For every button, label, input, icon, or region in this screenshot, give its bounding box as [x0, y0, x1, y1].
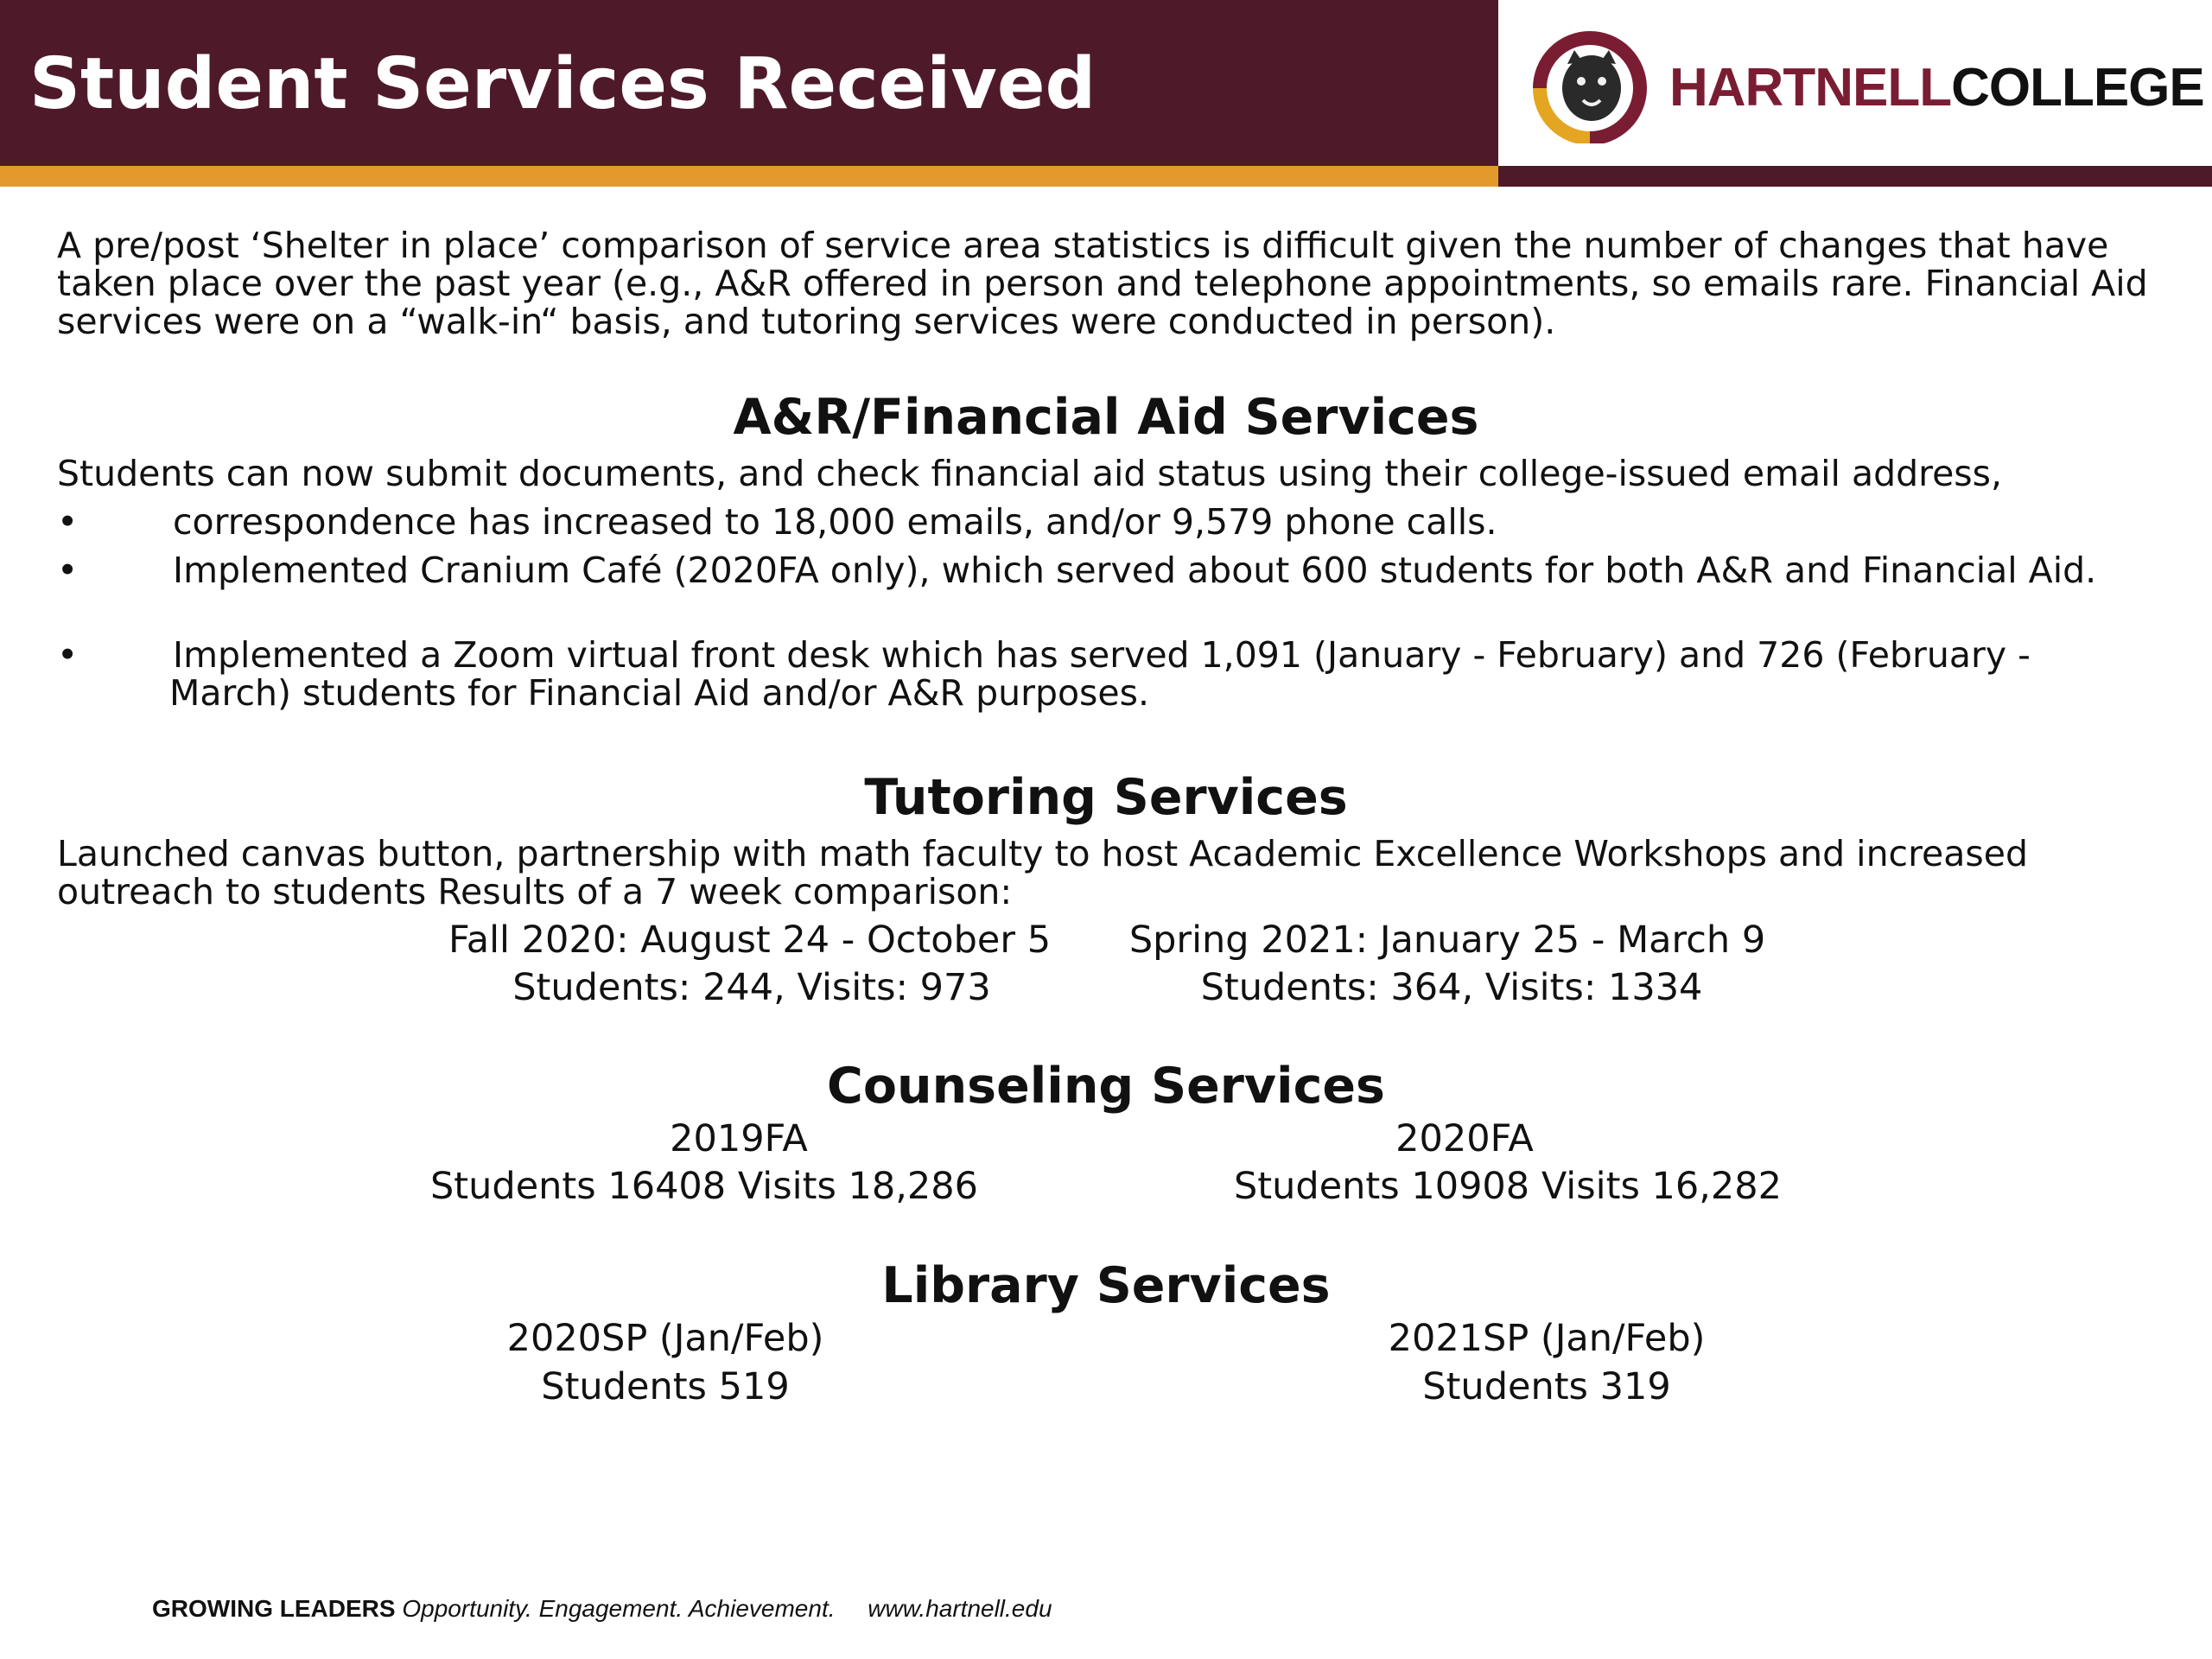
- bullet-icon: •: [57, 634, 79, 676]
- college-logo: [1529, 31, 2204, 143]
- intro-paragraph: A pre/post ‘Shelter in place’ comparison of service area statistics is difficult given the number of changes that have taken place over the past year (e.g., A&R offered in person and telephone appointments, so emails rare. Financial Aid services were on a “walk-in“ basis, and tutoring services were conducted in person).: [57, 225, 2148, 342]
- footer-tagline: Opportunity. Engagement. Achievement.: [402, 1595, 836, 1622]
- bullet-text: correspondence has increased to 18,000 emails, and/or 9,579 phone calls.: [173, 501, 1497, 543]
- page-title: Student Services Received: [29, 43, 1096, 125]
- financial-aid-heading: A&R/Financial Aid Services: [733, 389, 1479, 446]
- tutoring-spring-period: Spring 2021: January 25 - March 9: [1128, 918, 1766, 962]
- counseling-2020fa-term: 2020FA: [1395, 1117, 1534, 1160]
- college-wordmark: [1669, 57, 2204, 119]
- counseling-2019fa-stats: Students 16408 Visits 18,286: [430, 1165, 978, 1208]
- counseling-2020fa-stats: Students 10908 Visits 16,282: [1234, 1165, 1782, 1208]
- footer-slogan: GROWING LEADERS: [152, 1595, 396, 1622]
- library-2020sp-stats: Students 519: [541, 1365, 790, 1408]
- bullet-text: Implemented a Zoom virtual front desk which has served 1,091 (January - February) and 726 (February - March) students for Financial Aid and/or A&R purposes.: [169, 634, 2031, 714]
- counseling-2019fa-term: 2019FA: [670, 1117, 808, 1160]
- tutoring-spring-stats: Students: 364, Visits: 1334: [1200, 966, 1703, 1009]
- panther-logo-icon: [1529, 31, 1650, 143]
- bullet-text: Implemented Cranium Café (2020FA only), which served about 600 students for both A&R and Financial Aid.: [173, 550, 2097, 591]
- library-2021sp-term: 2021SP (Jan/Feb): [1388, 1317, 1706, 1360]
- counseling-heading: Counseling Services: [827, 1058, 1385, 1115]
- library-heading: Library Services: [881, 1257, 1331, 1314]
- tutoring-lead: Launched canvas button, partnership with math faculty to host Academic Excellence Workshops and increased outreach to students Results of a 7 week comparison:: [57, 833, 2029, 912]
- bullet-icon: •: [57, 501, 79, 543]
- tutoring-fall-stats: Students: 244, Visits: 973: [512, 966, 991, 1009]
- bullet-icon: •: [57, 550, 79, 591]
- tutoring-fall-period: Fall 2020: August 24 - October 5: [448, 918, 1052, 962]
- tutoring-heading: Tutoring Services: [864, 769, 1348, 826]
- footer-url: www.hartnell.edu: [868, 1595, 1052, 1622]
- financial-aid-lead: Students can now submit documents, and check financial aid status using their college-issued email address,: [57, 453, 2003, 494]
- library-2021sp-stats: Students 319: [1422, 1365, 1671, 1408]
- library-2020sp-term: 2020SP (Jan/Feb): [506, 1317, 824, 1360]
- wordmark-hartnell: HARTNELL: [1669, 58, 1952, 118]
- accent-stripe-gold: [0, 166, 1498, 187]
- wordmark-college: COLLEGE: [1951, 58, 2204, 118]
- accent-stripe-maroon: [1498, 166, 2212, 187]
- footer: [152, 1593, 1052, 1624]
